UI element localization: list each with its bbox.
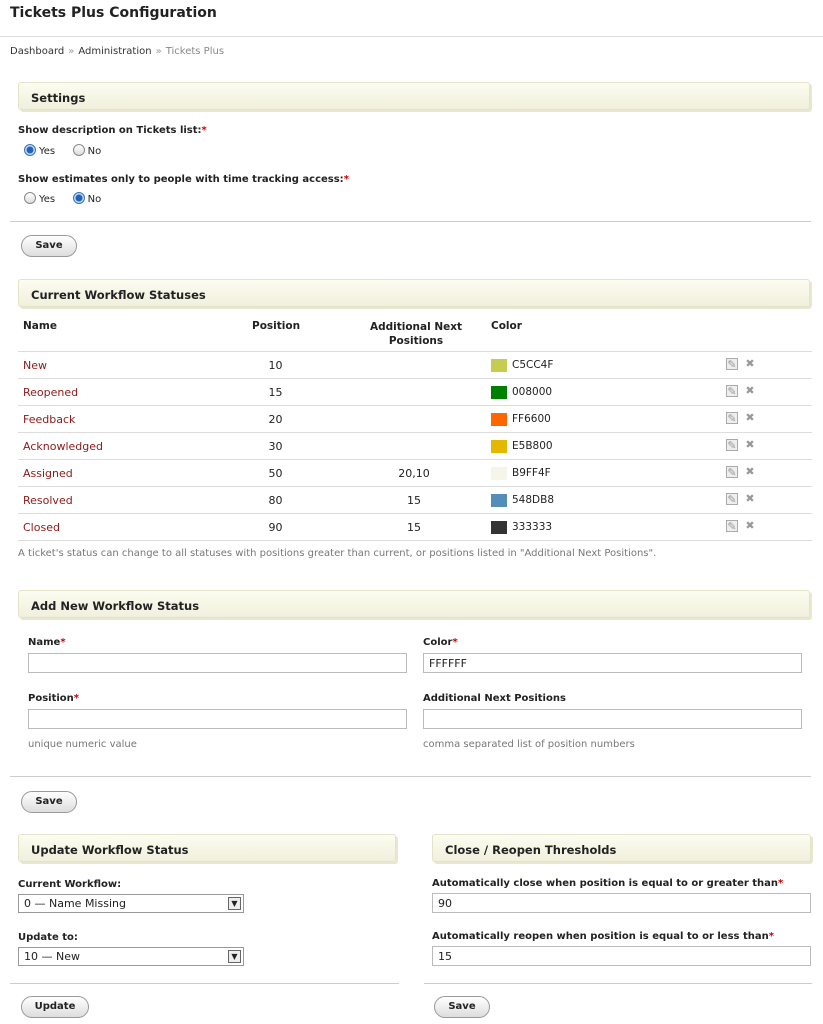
new-position-input[interactable] bbox=[28, 709, 407, 729]
new-additional-input[interactable] bbox=[423, 709, 802, 729]
status-name-link[interactable]: Reopened bbox=[23, 386, 79, 399]
divider bbox=[10, 983, 399, 984]
status-color-code: B9FF4F bbox=[512, 467, 551, 479]
status-note: A ticket's status can change to all statuses with positions greater than current, or positions listed in "Additional Next Positions". bbox=[18, 548, 657, 559]
status-name-link[interactable]: Acknowledged bbox=[23, 440, 103, 453]
new-name-label: Name* bbox=[28, 637, 66, 648]
table-row bbox=[18, 378, 812, 405]
table-bottom-border bbox=[18, 540, 812, 541]
status-position: 50 bbox=[268, 467, 283, 480]
reopen-threshold-label: Automatically reopen when position is equal to or less than* bbox=[432, 931, 774, 942]
close-threshold-input[interactable]: 90 bbox=[432, 893, 811, 913]
status-color-code: 333333 bbox=[512, 521, 553, 533]
status-additional-positions: 15 bbox=[407, 521, 421, 534]
current-workflow-select[interactable]: 0 — Name Missing ▼ bbox=[18, 894, 244, 913]
description-setting-options: Yes No bbox=[24, 144, 115, 157]
add-status-header: Add New Workflow Status bbox=[18, 590, 810, 618]
table-row bbox=[18, 459, 812, 486]
color-swatch bbox=[491, 440, 507, 453]
edit-icon[interactable]: ✎ bbox=[727, 358, 737, 371]
delete-icon[interactable]: ✖ bbox=[745, 519, 755, 532]
status-color-code: C5CC4F bbox=[512, 359, 554, 371]
status-color-code: FF6600 bbox=[512, 413, 551, 425]
status-color-code: 008000 bbox=[512, 386, 553, 398]
status-name-link[interactable]: Feedback bbox=[23, 413, 76, 426]
new-color-label: Color* bbox=[423, 637, 458, 648]
delete-icon[interactable]: ✖ bbox=[745, 411, 755, 424]
new-additional-label: Additional Next Positions bbox=[423, 693, 566, 704]
status-name-link[interactable]: Closed bbox=[23, 521, 60, 534]
estimates-setting-options: Yes No bbox=[24, 192, 115, 205]
column-header-additional: Additional Next Positions bbox=[369, 321, 463, 347]
status-additional-positions: 20,10 bbox=[398, 467, 430, 480]
settings-save-button[interactable]: Save bbox=[21, 235, 77, 257]
breadcrumb-administration[interactable]: Administration bbox=[78, 46, 152, 57]
color-swatch bbox=[491, 467, 507, 480]
breadcrumb-current: Tickets Plus bbox=[165, 46, 225, 57]
position-hint: unique numeric value bbox=[28, 739, 137, 750]
page-title: Tickets Plus Configuration bbox=[10, 5, 217, 21]
breadcrumb-dashboard[interactable]: Dashboard bbox=[10, 46, 65, 57]
edit-icon[interactable]: ✎ bbox=[727, 493, 737, 506]
status-additional-positions: 15 bbox=[407, 494, 421, 507]
table-row bbox=[18, 351, 812, 378]
additional-hint: comma separated list of position numbers bbox=[423, 739, 635, 750]
status-color-code: 548DB8 bbox=[512, 494, 555, 506]
new-position-label: Position* bbox=[28, 693, 80, 704]
status-color-code: E5B800 bbox=[512, 440, 553, 452]
status-name-link[interactable]: Assigned bbox=[23, 467, 73, 480]
color-swatch bbox=[491, 386, 507, 399]
update-status-header: Update Workflow Status bbox=[18, 834, 396, 862]
estimates-setting-label: Show estimates only to people with time tracking access:* bbox=[18, 174, 349, 185]
delete-icon[interactable]: ✖ bbox=[745, 492, 755, 505]
status-position: 15 bbox=[268, 386, 283, 399]
column-header-position: Position bbox=[252, 320, 301, 332]
delete-icon[interactable]: ✖ bbox=[745, 465, 755, 478]
new-color-input[interactable]: FFFFFF bbox=[423, 653, 802, 673]
settings-header: Settings bbox=[18, 82, 810, 110]
thresholds-header: Close / Reopen Thresholds bbox=[432, 834, 811, 862]
description-setting-label: Show description on Tickets list:* bbox=[18, 125, 207, 136]
description-no-radio[interactable] bbox=[73, 144, 85, 156]
divider bbox=[10, 221, 811, 222]
edit-icon[interactable]: ✎ bbox=[727, 412, 737, 425]
current-workflow-label: Current Workflow: bbox=[18, 879, 122, 890]
edit-icon[interactable]: ✎ bbox=[727, 466, 737, 479]
edit-icon[interactable]: ✎ bbox=[727, 520, 737, 533]
new-name-input[interactable] bbox=[28, 653, 407, 673]
color-swatch bbox=[491, 359, 507, 372]
status-position: 10 bbox=[268, 359, 283, 372]
statuses-header: Current Workflow Statuses bbox=[18, 279, 810, 307]
table-row bbox=[18, 486, 812, 513]
table-row bbox=[18, 513, 812, 540]
delete-icon[interactable]: ✖ bbox=[745, 357, 755, 370]
update-to-label: Update to: bbox=[18, 932, 78, 943]
dropdown-arrow-icon: ▼ bbox=[228, 897, 241, 910]
column-header-name: Name bbox=[23, 320, 57, 332]
close-threshold-label: Automatically close when position is equal to or greater than* bbox=[432, 878, 784, 889]
dropdown-arrow-icon: ▼ bbox=[228, 950, 241, 963]
status-name-link[interactable]: Resolved bbox=[23, 494, 73, 507]
estimates-yes-radio[interactable] bbox=[24, 192, 36, 204]
divider bbox=[10, 776, 811, 777]
description-yes-radio[interactable] bbox=[24, 144, 36, 156]
color-swatch bbox=[491, 521, 507, 534]
divider bbox=[424, 983, 812, 984]
update-to-select[interactable]: 10 — New ▼ bbox=[18, 947, 244, 966]
status-position: 80 bbox=[268, 494, 283, 507]
status-name-link[interactable]: New bbox=[23, 359, 47, 372]
add-status-save-button[interactable]: Save bbox=[21, 791, 77, 813]
update-button[interactable]: Update bbox=[21, 996, 89, 1018]
reopen-threshold-input[interactable]: 15 bbox=[432, 946, 811, 966]
color-swatch bbox=[491, 494, 507, 507]
edit-icon[interactable]: ✎ bbox=[727, 439, 737, 452]
column-header-color: Color bbox=[491, 320, 522, 332]
delete-icon[interactable]: ✖ bbox=[745, 384, 755, 397]
status-position: 20 bbox=[268, 413, 283, 426]
edit-icon[interactable]: ✎ bbox=[727, 385, 737, 398]
table-row bbox=[18, 405, 812, 432]
status-position: 90 bbox=[268, 521, 283, 534]
estimates-no-radio[interactable] bbox=[73, 192, 85, 204]
table-row bbox=[18, 432, 812, 459]
delete-icon[interactable]: ✖ bbox=[745, 438, 755, 451]
color-swatch bbox=[491, 413, 507, 426]
thresholds-save-button[interactable]: Save bbox=[434, 996, 490, 1018]
status-position: 30 bbox=[268, 440, 283, 453]
breadcrumb: Dashboard » Administration » Tickets Plus bbox=[10, 46, 225, 57]
